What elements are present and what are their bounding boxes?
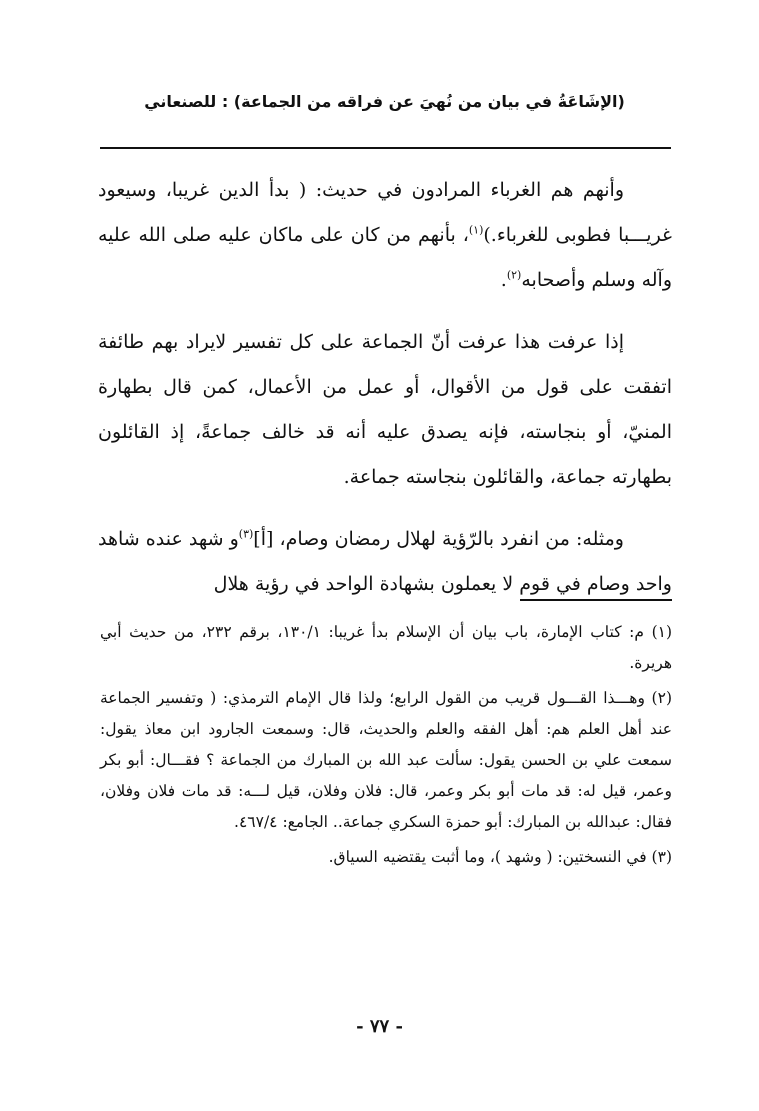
paragraph-3-text-a: ومثله: من انفرد بالرّؤية لهلال رمضان وصام، [أ] [253, 528, 624, 550]
paragraph-3 [98, 517, 672, 607]
footnote-3: (٣) في النسختين: ( وشهد )، وما أثبت يقتضيه السياق. [328, 848, 672, 866]
paragraph-1-text-c: . [500, 269, 507, 291]
footnote-separator [520, 599, 672, 601]
footnote-2: (٢) وهـــذا القـــول قريب من القول الرابع؛ ولذا قال الإمام الترمذي: ( وتفسير الجماعة عند أهل العلم هم: أهل الفقه والعلم والحديث، قال: وسمعت الجارود ابن معاذ يقول: سمعت علي بن الحسن يقول: سألت عبد الله بن المبارك من الجماعة ؟ فقـــال: أبو بكر وعمر، قيل له: قد مات أبو بكر وعمر، قال: فلان وفلان، قيل لـــه: قد مات فلان وفلان، فقال: عبدالله بن المبارك: أبو حمزة السكري جماعة.. الجامع: ٤٦٧/٤. [100, 689, 672, 831]
footnotes [100, 617, 672, 873]
footnote-ref-2: (٢) [506, 268, 522, 282]
paragraph-1-text-b: ، بأنهم من كان على ماكان عليه صلى الله عليه وآله وسلم وأصحابه [98, 224, 672, 291]
main-text [98, 168, 672, 607]
paragraph-2: إذا عرفت هذا عرفت أنّ الجماعة على كل تفسير لايراد بهم طائفة اتفقت على قول من الأقوال، أو عمل من الأعمال، كمن قال بطهارة المنيّ، أو بنجاسته، فإنه يصدق عليه أنه قد خالف جماعةً، إذ القائلون بطهارته جماعة، والقائلون بنجاسته جماعة. [98, 331, 672, 488]
running-header [100, 90, 669, 114]
footnote-1: (١) م: كتاب الإمارة، باب بيان أن الإسلام بدأ غريبا: ١٣٠/١، برقم ٢٣٢، من حديث أبي هريرة. [100, 623, 673, 672]
page-number: - ٧٧ - [356, 1016, 403, 1037]
header-rule [100, 147, 671, 149]
footnote-ref-3: (٣) [238, 527, 254, 541]
paragraph-1-text-a: وأنهم هم الغرباء المرادون في حديث: ( بدأ الدين غريبا، وسيعود غريـــبا فطوبى للغرباء.) [98, 179, 672, 246]
running-title: (الإشَاعَةُ في بيان من نُهيَ عن فراقه من الجماعة) : للصنعاني [144, 92, 625, 111]
paragraph-1 [98, 168, 672, 303]
footnote-ref-1: (١) [468, 223, 484, 237]
paragraph-3-text-b: و شهد عنده شاهد واحد وصام في قوم لا يعملون بشهادة الواحد في رؤية هلال [98, 528, 672, 595]
